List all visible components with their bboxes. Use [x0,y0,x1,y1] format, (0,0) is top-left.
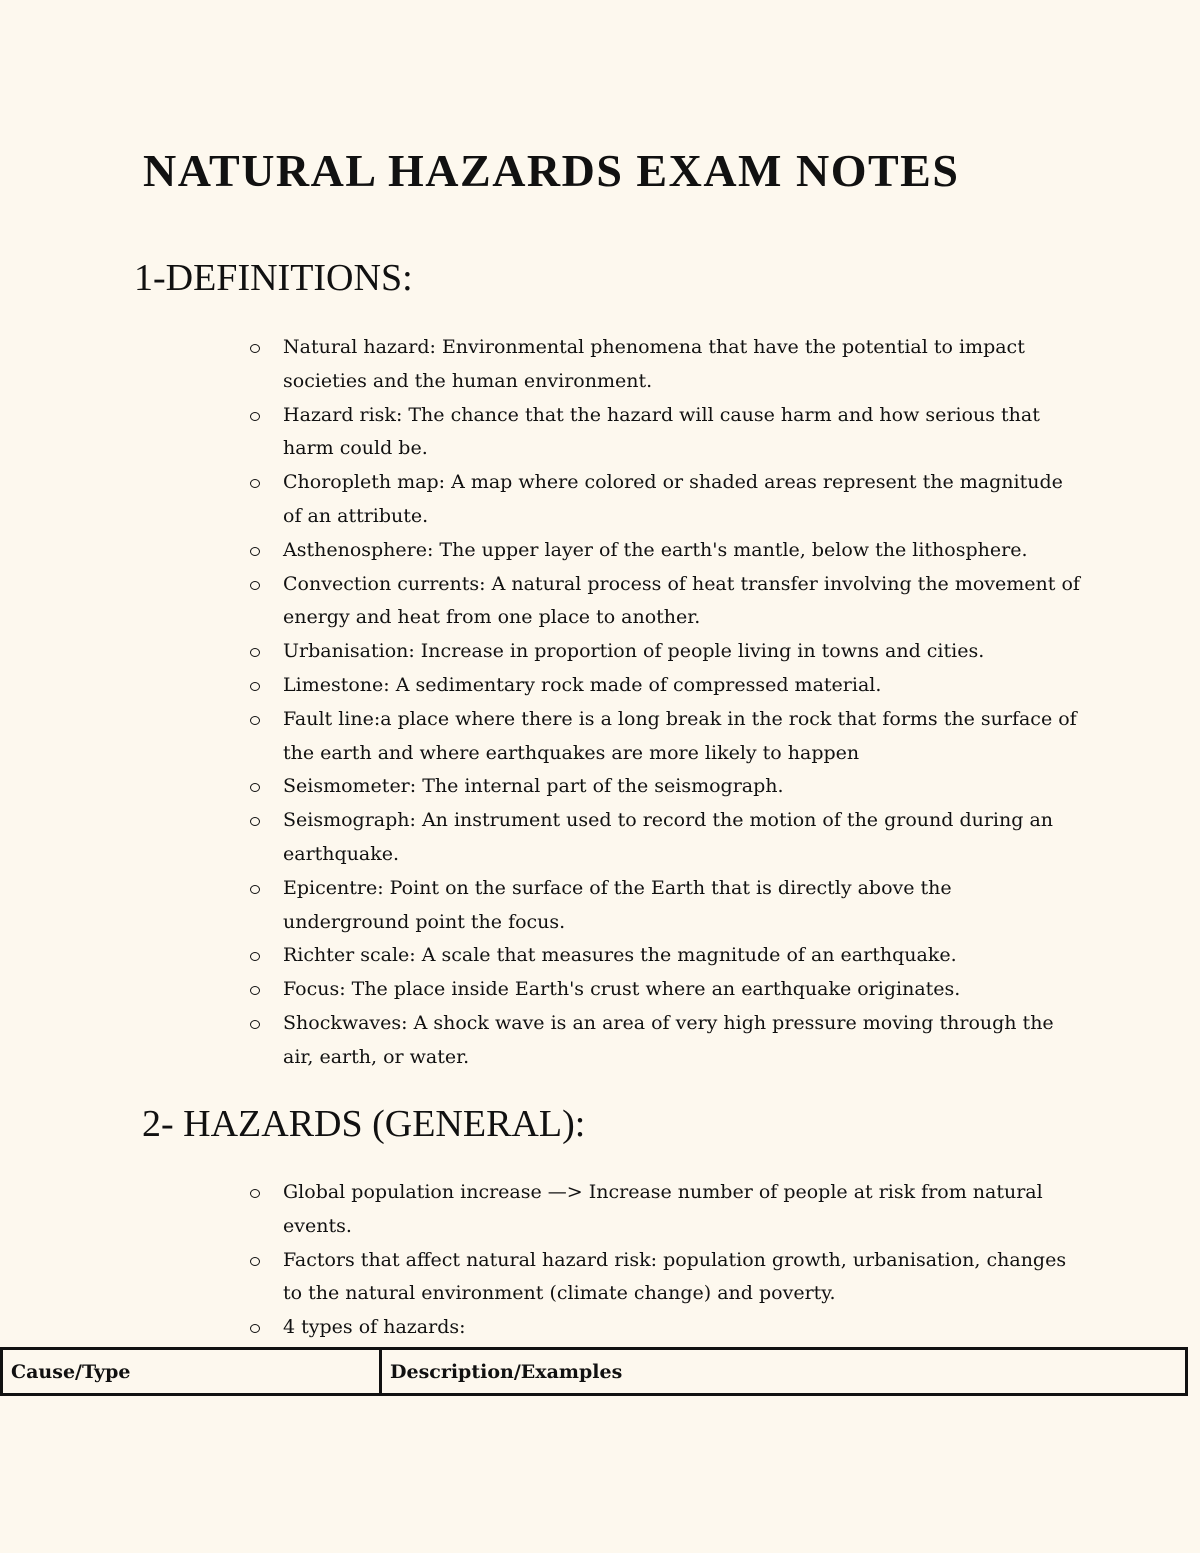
list-item [283,703,1083,771]
list-item-text: Choropleth map: A map where colored or shaded areas represent the magnitude of an attribute. [283,471,1063,527]
list-item-text: Urbanisation: Increase in proportion of people living in towns and cities. [283,640,985,663]
document-title: NATURAL HAZARDS EXAM NOTES [143,145,960,196]
list-item-text: Asthenosphere: The upper layer of the earth's mantle, below the lithosphere. [283,538,1028,561]
hollow-circle-bullet-icon [250,783,260,792]
hollow-circle-bullet-icon [250,817,260,826]
hollow-circle-bullet-icon [250,344,260,353]
hollow-circle-bullet-icon [250,986,260,995]
hazards-general-list [283,1176,1083,1345]
list-item [283,534,1083,568]
hollow-circle-bullet-icon [250,648,260,657]
list-item [283,1007,1083,1075]
section-heading-definitions: 1-DEFINITIONS: [134,257,413,299]
list-item [283,331,1083,399]
list-item-text: Epicentre: Point on the surface of the Earth that is directly above the underground point the focus. [283,876,952,933]
list-item [283,973,1083,1007]
list-item [283,399,1083,467]
list-item [283,939,1083,973]
hollow-circle-bullet-icon [250,1020,260,1029]
list-item [283,770,1083,804]
section-heading-hazards-general: 2- HAZARDS (GENERAL): [142,1103,586,1145]
table-header-row [2,1349,1187,1395]
list-item [283,1244,1083,1312]
list-item-text: Global population increase —> Increase number of people at risk from natural events. [283,1181,1043,1237]
list-item [283,568,1083,636]
list-item [283,872,1083,940]
hollow-circle-bullet-icon [250,412,260,421]
list-item-text: Convection currents: A natural process of heat transfer involving the movement of energy and heat from one place to another. [283,572,1080,629]
hazard-types-table [0,1347,1188,1396]
list-item [283,1176,1083,1244]
list-item-text: Limestone: A sedimentary rock made of compressed material. [283,673,882,696]
list-item-text: Seismometer: The internal part of the seismograph. [283,775,784,798]
list-item [283,466,1083,534]
list-item-text: Natural hazard: Environmental phenomena that have the potential to impact societies and the human environment. [283,336,1025,392]
list-item-text: Shockwaves: A shock wave is an area of very high pressure moving through the air, earth, or water. [283,1011,1054,1068]
list-item [283,635,1083,669]
list-item [283,804,1083,872]
column-header-cause-type: Cause/Type [2,1349,381,1395]
list-item-text: Seismograph: An instrument used to record the motion of the ground during an earthquake. [283,809,1054,865]
hollow-circle-bullet-icon [250,952,260,961]
list-item-text: Focus: The place inside Earth's crust where an earthquake originates. [283,978,961,1001]
hollow-circle-bullet-icon [250,479,260,488]
column-header-description-examples: Description/Examples [381,1349,1187,1395]
hollow-circle-bullet-icon [250,1257,260,1266]
list-item-text: 4 types of hazards: [283,1316,466,1339]
hollow-circle-bullet-icon [250,682,260,691]
hollow-circle-bullet-icon [250,716,260,725]
hollow-circle-bullet-icon [250,1324,260,1333]
hollow-circle-bullet-icon [250,581,260,590]
list-item [283,1311,1083,1345]
hollow-circle-bullet-icon [250,1189,260,1198]
definitions-list [283,331,1083,1075]
list-item-text: Richter scale: A scale that measures the magnitude of an earthquake. [283,944,957,967]
list-item-text: Hazard risk: The chance that the hazard will cause harm and how serious that harm could be. [283,403,1040,460]
hollow-circle-bullet-icon [250,547,260,556]
hollow-circle-bullet-icon [250,885,260,894]
list-item-text: Fault line:a place where there is a long break in the rock that forms the surface of the earth and where earthquakes are more likely to happen [283,707,1077,764]
list-item-text: Factors that affect natural hazard risk: population growth, urbanisation, changes to the natural environment (climate change) and poverty. [283,1248,1067,1305]
list-item [283,669,1083,703]
